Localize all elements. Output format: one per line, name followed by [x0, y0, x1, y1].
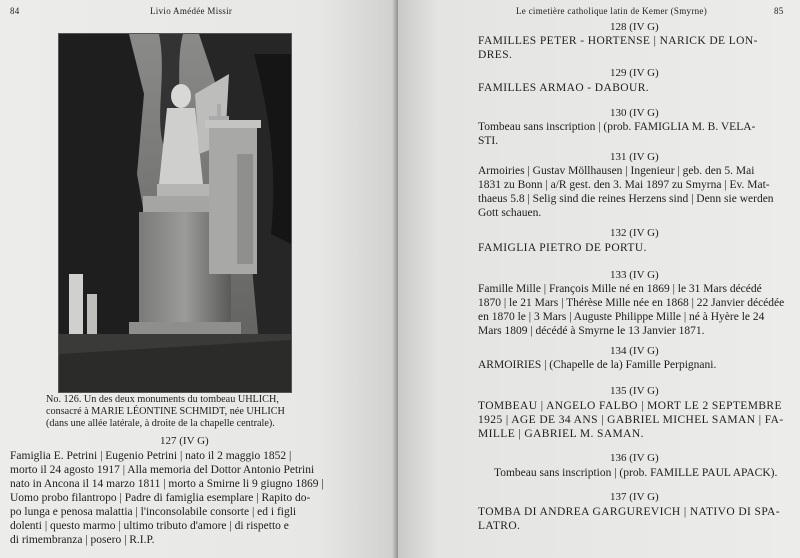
entry-136-heading: 136 (IV G)	[610, 452, 659, 464]
photo-caption-line-3: (dans une allée latérale, à droite de la chapelle centrale).	[46, 418, 275, 429]
photo-caption-line-2: consacré à MARIE LÉONTINE SCHMIDT, née UHLICH	[46, 406, 285, 417]
monument-photo-image	[59, 34, 291, 392]
photo-caption-line-1: No. 126. Un des deux monuments du tombeau UHLICH,	[46, 394, 279, 405]
entry-127-line: di rimembranza | posero | R.I.P.	[10, 534, 155, 546]
entry-127-line: nato in Ancona il 14 marzo 1811 | morto a Smirne li 9 giugno 1869 |	[10, 478, 324, 490]
entry-135-line: TOMBEAU | ANGELO FALBO | MORT LE 2 SEPTEMBRE	[478, 400, 782, 412]
entry-134-line: ARMOIRIES | (Chapelle de la) Famille Perpignani.	[478, 359, 717, 371]
left-page-number: 84	[10, 6, 20, 16]
entry-128-heading: 128 (IV G)	[610, 21, 659, 33]
entry-130-heading: 130 (IV G)	[610, 107, 659, 119]
entry-135-heading: 135 (IV G)	[610, 385, 659, 397]
entry-130-line: Tombeau sans inscription | (prob. FAMIGLIA M. B. VELA-	[478, 121, 756, 133]
entry-132-line: FAMIGLIA PIETRO DE PORTU.	[478, 242, 647, 254]
entry-128-line: FAMILLES PETER - HORTENSE | NARICK DE LON-	[478, 35, 758, 47]
entry-137-line: TOMBA DI ANDREA GARGUREVICH | NATIVO DI SPA-	[478, 506, 780, 518]
right-page	[398, 0, 800, 558]
entry-136-line: Tombeau sans inscription | (prob. FAMILLE PAUL APACK).	[494, 467, 778, 479]
entry-135-line: 1925 | AGE DE 34 ANS | GABRIEL MICHEL SAMAN | FA-	[478, 414, 784, 426]
left-running-header: Livio Amédée Missir	[150, 6, 233, 16]
entry-133-heading: 133 (IV G)	[610, 269, 659, 281]
entry-131-heading: 131 (IV G)	[610, 151, 659, 163]
entry-132-heading: 132 (IV G)	[610, 227, 659, 239]
entry-133-line: Mars 1809 | décédé à Smyrne le 13 Janvier 1871.	[478, 325, 705, 337]
entry-127-line: morto il 24 agosto 1917 | Alla memoria del Dottor Antonio Petrini	[10, 464, 315, 476]
entry-133-line: 1870 | le 21 Mars | Thérèse Mille née en 1868 | 22 Janvier décédée	[478, 297, 785, 309]
right-page-number: 85	[774, 6, 784, 16]
entry-131-line: Gott schauen.	[478, 207, 542, 219]
left-page	[0, 0, 398, 558]
entry-133-line: en 1870 le | 3 Mars | Auguste Philippe Mille | né à Hyère le 24	[478, 311, 765, 323]
entry-137-heading: 137 (IV G)	[610, 491, 659, 503]
entry-127-line: Famiglia E. Petrini | Eugenio Petrini | nato il 2 maggio 1852 |	[10, 450, 292, 462]
entry-133-line: Famille Mille | François Mille né en 1869 | le 31 Mars décédé	[478, 283, 762, 295]
entry-128-line: DRES.	[478, 49, 513, 61]
entry-129-line: FAMILLES ARMAO - DABOUR.	[478, 82, 650, 94]
entry-129-heading: 129 (IV G)	[610, 67, 659, 79]
entry-131-line: Armoiries | Gustav Möllhausen | Ingenieur | geb. den 5. Mai	[478, 165, 755, 177]
entry-131-line: 1831 zu Bonn | a/R gest. den 3. Mai 1897 zu Smyrna | Ev. Mat-	[478, 179, 770, 191]
entry-127-heading: 127 (IV G)	[160, 435, 209, 447]
entry-137-line: LATRO.	[478, 520, 521, 532]
entry-135-line: MILLE | GABRIEL M. SAMAN.	[478, 428, 644, 440]
entry-127-line: Uomo probo filantropo | Padre di famiglia esemplare | Rapito do-	[10, 492, 311, 504]
cemetery-monument-photo	[58, 33, 292, 393]
entry-131-line: thaeus 5.8 | Selig sind die reines Herzens sind | Denn sie werden	[478, 193, 774, 205]
entry-130-line: STI.	[478, 135, 499, 147]
entry-127-line: po lunga e penosa malattia | l'inconsolabile consorte | ed i figli	[10, 506, 297, 518]
right-running-header: Le cimetière catholique latin de Kemer (Smyrne)	[516, 6, 708, 16]
entry-127-line: dolenti | questo marmo | ultimo tributo d'amore | di rispetto e	[10, 520, 289, 532]
entry-134-heading: 134 (IV G)	[610, 345, 659, 357]
